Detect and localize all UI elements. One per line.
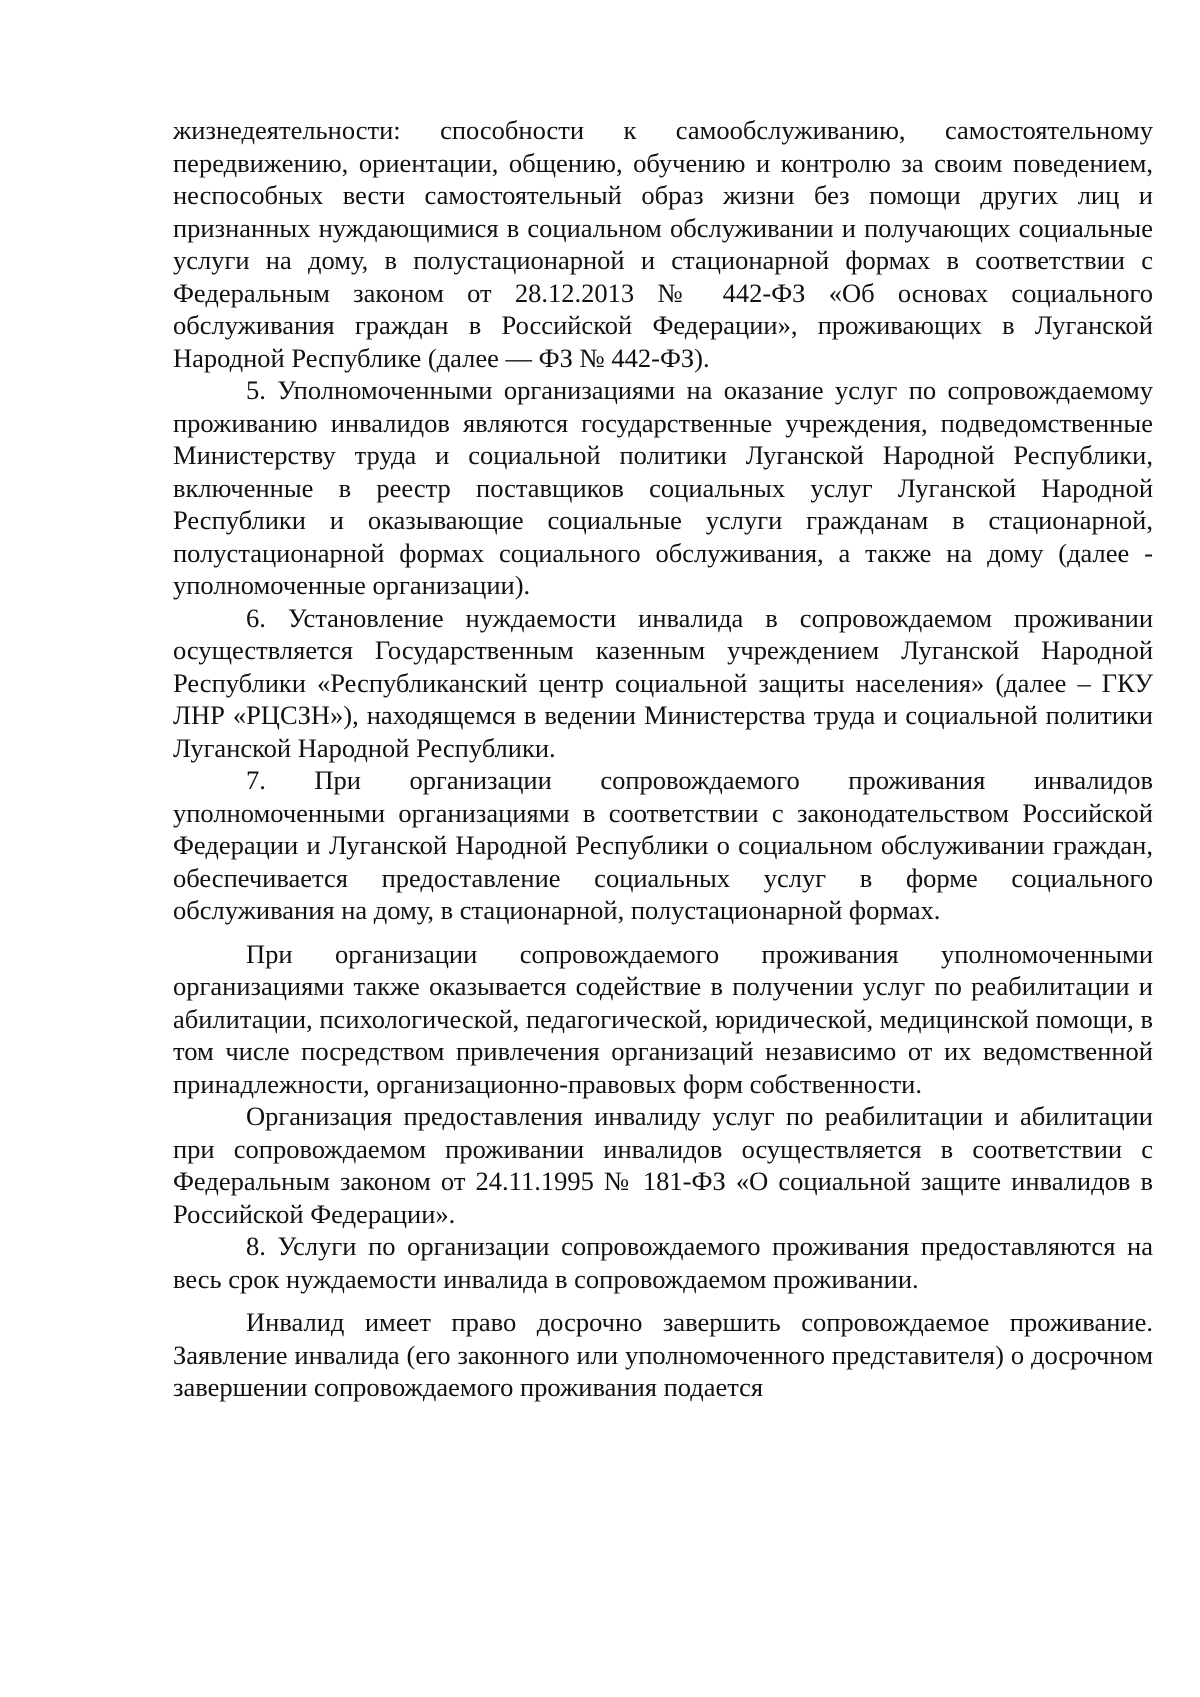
paragraph-continuation: жизнедеятельности: способности к самообслуживанию, самостоятельному передвижению, ориентации, общению, обучению и контролю за своим поведением, неспособных вести самостоятельный образ жизни без помощи других лиц и признанных нуждающимися в социальном обслуживании и получающих социальные услуги на дому, в полустационарной и стационарной формах в соответствии с Федеральным законом от 28.12.2013 № 442-ФЗ «Об основах социального обслуживания граждан в Российской Федерации», проживающих в Луганской Народной Республике (далее — ФЗ № 442-ФЗ).	[173, 115, 1153, 373]
document-page	[173, 114, 1153, 1404]
paragraph-item-5: 5. Уполномоченными организациями на оказание услуг по сопровождаемому проживанию инвалидов являются государственные учреждения, подведомственные Министерству труда и социальной политики Луганской Народной Республики, включенные в реестр поставщиков социальных услуг Луганской Народной Республики и оказывающие социальные услуги гражданам в стационарной, полустационарной формах социального обслуживания, а также на дому (далее - уполномоченные организации).	[173, 375, 1153, 600]
paragraph-item-7-rehabilitation: Организация предоставления инвалиду услуг по реабилитации и абилитации при сопровождаемом проживании инвалидов осуществляется в соответствии с Федеральным законом от 24.11.1995 № 181-ФЗ «О социальной защите инвалидов в Российской Федерации».	[173, 1101, 1153, 1229]
paragraph-item-7-support: При организации сопровождаемого проживания уполномоченными организациями также оказывается содействие в получении услуг по реабилитации и абилитации, психологической, педагогической, юридической, медицинской помощи, в том числе посредством привлечения организаций независимо от их ведомственной принадлежности, организационно-правовых форм собственности.	[173, 938, 1153, 1099]
paragraph-item-7: 7. При организации сопровождаемого проживания инвалидов уполномоченными организациями в соответствии с законодательством Российской Федерации и Луганской Народной Республики о социальном обслуживании граждан, обеспечивается предоставление социальных услуг в форме социального обслуживания на дому, в стационарной, полустационарной формах.	[173, 765, 1153, 925]
paragraph-item-6: 6. Установление нуждаемости инвалида в сопровождаемом проживании осуществляется Государственным казенным учреждением Луганской Народной Республики «Республиканский центр социальной защиты населения» (далее – ГКУ ЛНР «РЦСЗН»), находящемся в ведении Министерства труда и социальной политики Луганской Народной Республики.	[173, 602, 1153, 763]
paragraph-item-8-early-termination: Инвалид имеет право досрочно завершить сопровождаемое проживание. Заявление инвалида (его законного или уполномоченного представителя) о досрочном завершении сопровождаемого проживания подается	[173, 1307, 1153, 1402]
paragraph-item-8: 8. Услуги по организации сопровождаемого проживания предоставляются на весь срок нуждаемости инвалида в сопровождаемом проживании.	[173, 1231, 1153, 1294]
